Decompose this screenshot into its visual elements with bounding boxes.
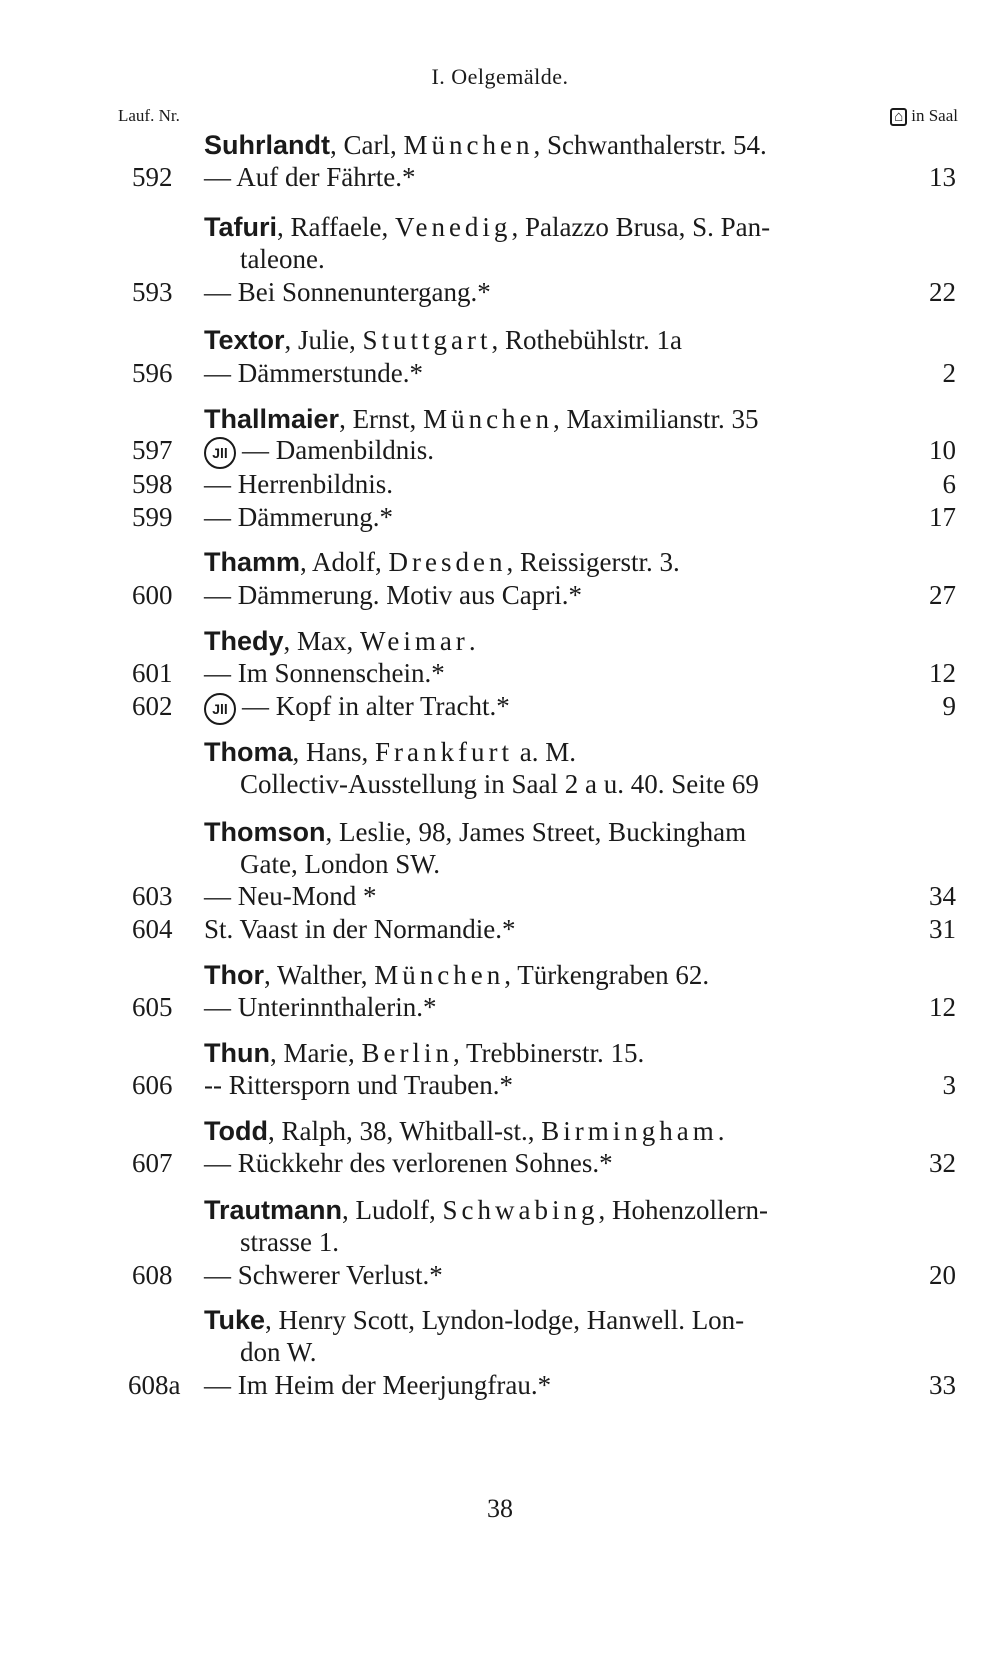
catalog-entry: 604 St. Vaast in der Normandie.* 31: [132, 914, 956, 944]
artist-heading: Textor, Julie, Stuttgart, Rothebühlstr. 1a: [204, 325, 683, 355]
column-header-number: Lauf. Nr.: [118, 106, 180, 125]
catalog-entry: 606 -- Rittersporn und Trauben.* 3: [132, 1070, 956, 1100]
catalog-entry: 605 — Unterinnthalerin.* 12: [132, 992, 956, 1022]
catalog-entry: 598 — Herrenbildnis. 6: [132, 469, 956, 499]
artist-heading-continuation: strasse 1.: [240, 1227, 339, 1257]
artist-heading: Thor, Walther, München, Türkengraben 62.: [204, 960, 710, 990]
artist-heading-continuation: Collectiv-Ausstellung in Saal 2 a u. 40. Seite 69: [240, 769, 759, 799]
catalog-entry: 608 — Schwerer Verlust.* 20: [132, 1260, 956, 1290]
catalog-entry: 597 Jll — Damenbildnis. 10: [0, 435, 1000, 469]
catalog-entry: 592 — Auf der Fährte.* 13: [132, 162, 956, 192]
catalog-entry: 596 — Dämmerstunde.* 2: [132, 358, 956, 388]
artist-heading: Thomson, Leslie, 98, James Street, Buckingham: [204, 817, 747, 847]
artist-heading: Suhrlandt, Carl, München, Schwanthalerstr. 54.: [204, 130, 767, 160]
catalog-entry: 601 — Im Sonnenschein.* 12: [132, 658, 956, 688]
column-header-room-label: in Saal: [911, 106, 958, 125]
artist-heading: Thallmaier, Ernst, München, Maximilianstr. 35: [204, 404, 759, 434]
members-mark-icon: Jll: [204, 693, 236, 725]
artist-heading: Thedy, Max, Weimar.: [204, 626, 476, 656]
running-head: I. Oelgemälde.: [431, 64, 569, 89]
catalog-entry: 600 — Dämmerung. Motiv aus Capri.* 27: [132, 580, 956, 610]
page-number: 38: [487, 1494, 513, 1523]
artist-heading: Thun, Marie, Berlin, Trebbinerstr. 15.: [204, 1038, 645, 1068]
catalog-icon: ⌂: [890, 108, 907, 126]
catalog-entry: 599 — Dämmerung.* 17: [132, 502, 956, 532]
artist-heading: Tafuri, Raffaele, Venedig, Palazzo Brusa, S. Pan-: [204, 212, 771, 242]
members-mark-icon: Jll: [204, 437, 236, 469]
artist-heading-continuation: Gate, London SW.: [240, 849, 440, 879]
artist-heading: Todd, Ralph, 38, Whitball-st., Birmingham.: [204, 1116, 725, 1146]
artist-heading-continuation: taleone.: [240, 244, 325, 274]
artist-heading-continuation: don W.: [240, 1337, 317, 1367]
catalog-entry: 593 — Bei Sonnenuntergang.* 22: [132, 277, 956, 307]
catalog-entry: 603 — Neu-Mond * 34: [132, 881, 956, 911]
artist-heading: Tuke, Henry Scott, Lyndon-lodge, Hanwell. Lon-: [204, 1305, 745, 1335]
column-header-room: [890, 106, 958, 126]
artist-heading: Thamm, Adolf, Dresden, Reissigerstr. 3.: [204, 547, 680, 577]
catalog-entry: 602 Jll — Kopf in alter Tracht.* 9: [0, 691, 1000, 725]
catalog-entry: 607 — Rückkehr des verlorenen Sohnes.* 32: [132, 1148, 956, 1178]
catalog-entry: 608a — Im Heim der Meerjungfrau.* 33: [128, 1370, 956, 1400]
artist-heading: Trautmann, Ludolf, Schwabing, Hohenzollern-: [204, 1195, 768, 1225]
artist-heading: Thoma, Hans, Frankfurt a. M.: [204, 737, 576, 767]
